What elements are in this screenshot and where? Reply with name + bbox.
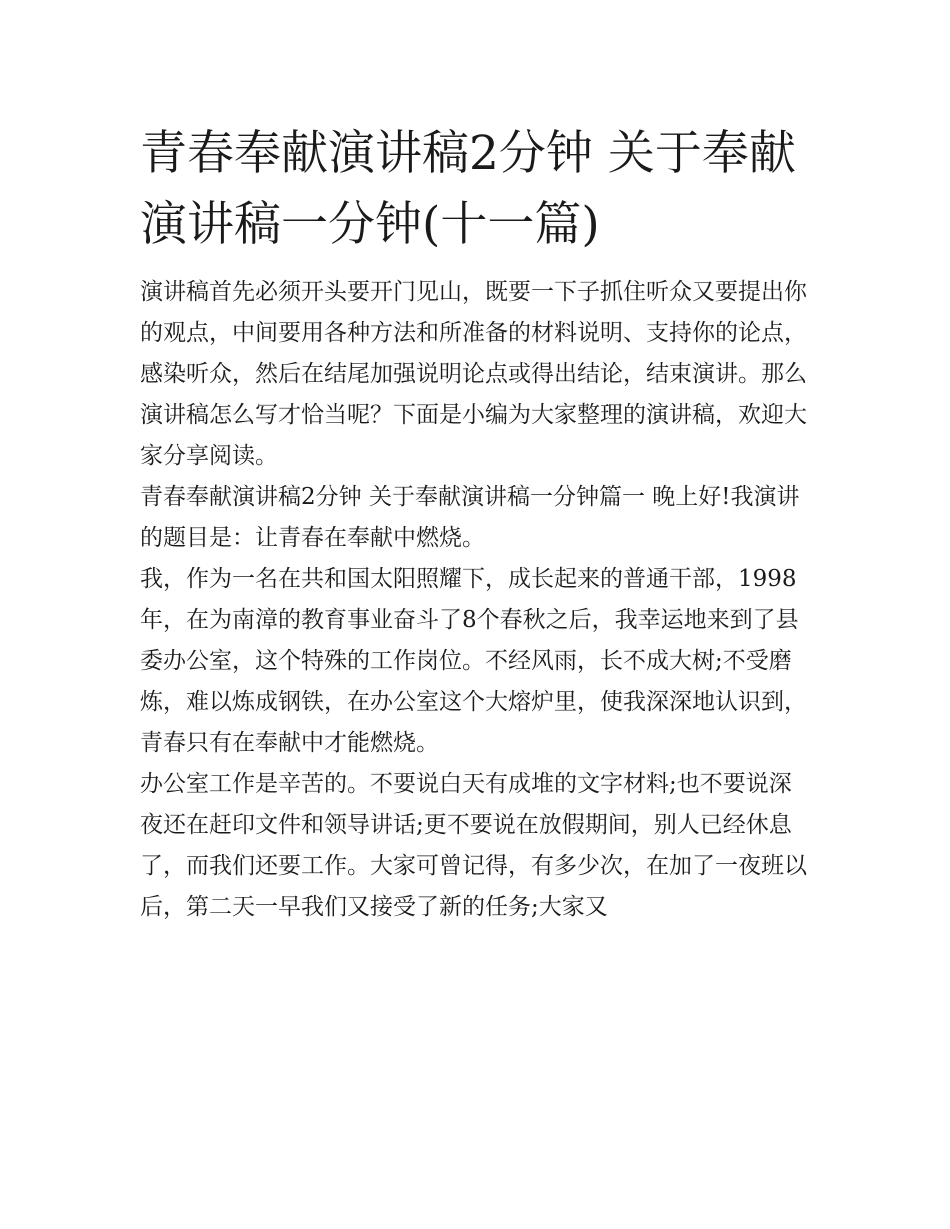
- document-title: 青春奉献演讲稿2分钟 关于奉献演讲稿一分钟(十一篇): [140, 126, 796, 252]
- paragraph-intro: 演讲稿首先必须开头要开门见山，既要一下子抓住听众又要提出你的观点，中间要用各种方法和所准备的材料说明、支持你的论点，感染听众，然后在结尾加强说明论点或得出结论，结束演讲。那么演讲稿怎么写才恰当呢？下面是小编为大家整理的演讲稿，欢迎大家分享阅读。: [140, 279, 807, 469]
- paragraph-office-work: 办公室工作是辛苦的。不要说白天有成堆的文字材料;也不要说深夜还在赶印文件和领导讲话;更不要说在放假期间，别人已经休息了，而我们还要工作。大家可曾记得，有多少次，在加了一夜班以后，第二天一早我们又接受了新的任务;大家又: [140, 771, 807, 920]
- paragraph-speech-opening: 青春奉献演讲稿2分钟 关于奉献演讲稿一分钟篇一 晚上好!我演讲的题目是：让青春在奉献中燃烧。: [140, 484, 800, 551]
- document-body: [140, 118, 812, 928]
- paragraph-personal-story: 我，作为一名在共和国太阳照耀下，成长起来的普通干部，1998年，在为南漳的教育事业奋斗了8个春秋之后，我幸运地来到了县委办公室，这个特殊的工作岗位。不经风雨，长不成大树;不受磨炼，难以炼成钢铁，在办公室这个大熔炉里，使我深深地认识到，青春只有在奉献中才能燃烧。: [140, 566, 807, 756]
